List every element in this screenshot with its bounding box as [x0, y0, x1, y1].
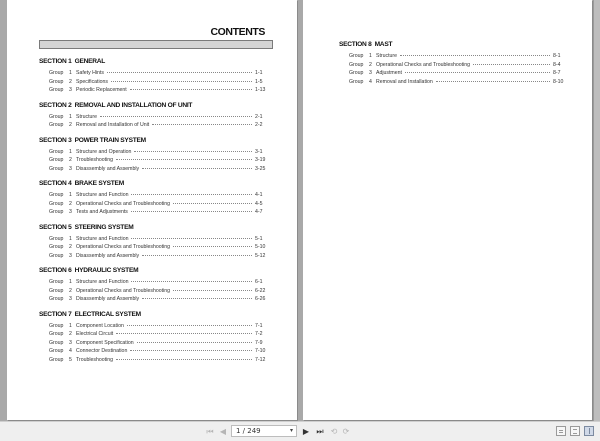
rotate-cw-icon: ⟳ — [342, 427, 350, 436]
dot-leader — [142, 250, 252, 256]
group-title: Disassembly and Assembly — [76, 296, 140, 302]
group-number: 1 — [69, 70, 72, 76]
group-label: Group — [49, 157, 64, 163]
group-title: Operational Checks and Troubleshooting — [376, 61, 471, 68]
toc-entry[interactable] — [39, 355, 271, 364]
group-label: Group — [49, 78, 64, 85]
group-title: Removal and Installation — [376, 78, 433, 85]
section-heading[interactable] — [39, 57, 271, 67]
section-title: GENERAL — [74, 58, 106, 65]
group-title: Specifications — [76, 78, 109, 85]
dot-leader — [473, 59, 550, 65]
toc-entry[interactable] — [39, 85, 271, 94]
page-reference: 6-22 — [255, 287, 266, 294]
group-number: 2 — [69, 331, 72, 337]
group-title: Troubleshooting — [76, 356, 114, 363]
rotate-ccw-button[interactable] — [329, 426, 339, 437]
dot-leader — [152, 119, 252, 125]
group-label: Group — [49, 348, 64, 354]
page-reference: 5-10 — [255, 244, 266, 250]
group-title: Component Location — [76, 322, 124, 329]
group-label: Group — [49, 70, 64, 76]
page-reference: 6-26 — [255, 296, 266, 302]
group-label: Group — [49, 87, 64, 93]
section-title: MAST — [374, 41, 393, 48]
group-label: Group — [49, 287, 64, 294]
page-reference: 4-1 — [255, 192, 263, 198]
toc-section — [39, 179, 271, 216]
section-heading[interactable] — [339, 40, 569, 50]
group-title: Safety Hints — [76, 70, 104, 76]
group-number: 3 — [69, 339, 72, 346]
group-number: 3 — [69, 296, 72, 302]
group-title: Operational Checks and Troubleshooting — [76, 200, 171, 207]
toc-section — [39, 136, 271, 173]
group-label: Group — [349, 70, 364, 76]
dot-leader — [131, 276, 252, 282]
section-label: SECTION 2 — [39, 101, 72, 109]
group-label: Group — [349, 61, 364, 68]
rotate-ccw-icon: ⟲ — [330, 427, 338, 436]
section-label: SECTION 6 — [39, 267, 72, 274]
group-label: Group — [49, 165, 64, 172]
toc-entry[interactable] — [39, 207, 271, 216]
page-reference: 3-1 — [255, 148, 263, 155]
dot-leader — [142, 163, 252, 169]
group-number: 4 — [369, 78, 372, 85]
section-heading[interactable] — [39, 223, 271, 233]
toc-section — [39, 101, 271, 129]
contents-heading: CONTENTS — [210, 26, 265, 38]
page-indicator: 1 / 249 — [236, 427, 261, 435]
group-number: 2 — [69, 287, 72, 294]
dot-leader — [130, 345, 252, 351]
group-number: 1 — [69, 279, 72, 285]
section-label: SECTION 8 — [339, 41, 372, 48]
group-label: Group — [49, 296, 64, 302]
group-label: Group — [49, 209, 64, 215]
page-reference: 7-2 — [255, 331, 263, 337]
group-title: Structure and Function — [76, 192, 129, 198]
dot-leader — [405, 67, 550, 73]
group-title: Disassembly and Assembly — [76, 165, 140, 172]
group-number: 2 — [369, 61, 372, 68]
previous-page-icon: ◀ — [219, 427, 227, 436]
group-label: Group — [49, 148, 64, 155]
rotate-cw-button[interactable] — [341, 426, 351, 437]
page-reference: 7-12 — [255, 356, 266, 363]
toc-entry[interactable] — [39, 251, 271, 260]
continuous-view-button[interactable] — [570, 426, 580, 436]
group-number: 2 — [69, 244, 72, 250]
section-title: ELECTRICAL SYSTEM — [74, 310, 141, 318]
group-number: 3 — [69, 165, 72, 172]
heading-rule-bar — [39, 40, 273, 49]
section-label: SECTION 4 — [39, 180, 72, 187]
group-title: Troubleshooting — [76, 157, 114, 163]
vertical-scrollbar[interactable] — [593, 0, 600, 421]
section-title: BRAKE SYSTEM — [74, 180, 124, 187]
dot-leader — [134, 146, 252, 152]
section-title: POWER TRAIN SYSTEM — [74, 136, 146, 144]
group-label: Group — [49, 235, 64, 242]
group-title: Structure and Operation — [76, 148, 132, 155]
group-number: 1 — [69, 113, 72, 120]
toc-section — [39, 266, 271, 303]
dot-leader — [107, 67, 252, 73]
group-title: Structure — [76, 113, 98, 120]
group-number: 2 — [69, 157, 72, 163]
dot-leader — [173, 241, 252, 247]
group-number: 3 — [69, 209, 72, 215]
group-label: Group — [49, 356, 64, 363]
page-reference: 7-1 — [255, 322, 263, 329]
page-reference: 1-13 — [255, 87, 266, 93]
group-number: 4 — [69, 348, 72, 354]
page-reference: 7-10 — [255, 348, 266, 354]
section-label: SECTION 1 — [39, 58, 72, 65]
page-reference: 8-1 — [553, 53, 561, 59]
page-reference: 1-1 — [255, 70, 263, 76]
group-title: Structure and Function — [76, 279, 129, 285]
toc-entry[interactable] — [39, 294, 271, 303]
section-label: SECTION 3 — [39, 136, 72, 144]
dot-leader — [131, 206, 252, 212]
first-page-icon: ⏮ — [206, 426, 214, 436]
toc-section — [339, 40, 569, 85]
group-label: Group — [49, 331, 64, 337]
page-reference: 5-12 — [255, 252, 266, 259]
group-label: Group — [349, 53, 364, 59]
group-title: Removal and Installation of Unit — [76, 122, 150, 128]
dot-leader — [116, 154, 252, 160]
group-number: 2 — [69, 78, 72, 85]
section-title: REMOVAL AND INSTALLATION OF UNIT — [74, 101, 193, 109]
previous-page-button[interactable] — [218, 426, 228, 437]
group-number: 1 — [69, 192, 72, 198]
toc-entry[interactable] — [39, 164, 271, 173]
toc-section — [39, 223, 271, 260]
dot-leader — [116, 354, 252, 360]
page-reference: 2-2 — [255, 122, 263, 128]
toc-entry[interactable] — [339, 77, 569, 86]
page-reference: 2-1 — [255, 113, 263, 120]
last-page-button[interactable] — [314, 426, 326, 437]
page-reference: 4-7 — [255, 209, 263, 215]
dot-leader — [436, 76, 550, 82]
page-reference: 3-25 — [255, 165, 266, 172]
page-left — [7, 0, 297, 420]
group-label: Group — [49, 279, 64, 285]
group-title: Disassembly and Assembly — [76, 252, 140, 259]
group-number: 3 — [69, 87, 72, 93]
group-title: Tests and Adjustments — [76, 209, 128, 215]
group-title: Adjustment — [376, 70, 402, 76]
single-page-view-button[interactable] — [556, 426, 566, 436]
group-number: 2 — [69, 200, 72, 207]
next-page-icon: ▶ — [302, 427, 310, 436]
group-title: Operational Checks and Troubleshooting — [76, 244, 171, 250]
group-title: Periodic Replacement — [76, 87, 127, 93]
section-label: SECTION 7 — [39, 310, 72, 318]
page-reference: 7-9 — [255, 339, 263, 346]
group-title: Electrical Circuit — [76, 331, 114, 337]
group-label: Group — [49, 200, 64, 207]
continuous-page-icon-line — [573, 433, 577, 434]
toc-section — [39, 57, 271, 94]
page-reference: 8-7 — [553, 70, 561, 76]
group-title: Operational Checks and Troubleshooting — [76, 287, 171, 294]
page-reference: 3-19 — [255, 157, 266, 163]
single-page-icon-line — [559, 432, 563, 433]
group-number: 3 — [369, 70, 372, 76]
dot-leader — [100, 111, 252, 117]
page-reference: 1-5 — [255, 78, 263, 85]
page-reference: 6-1 — [255, 279, 263, 285]
section-title: STEERING SYSTEM — [74, 223, 134, 231]
page-reference: 8-4 — [553, 61, 561, 68]
dot-leader — [131, 189, 252, 195]
section-heading[interactable] — [39, 310, 271, 320]
group-title: Structure and Function — [76, 235, 129, 242]
group-number: 1 — [69, 148, 72, 155]
dot-leader — [116, 328, 252, 334]
page-dropdown-icon[interactable]: ▾ — [289, 427, 293, 434]
dot-leader — [131, 233, 252, 239]
bottom-toolbar — [0, 421, 600, 441]
dot-leader — [173, 285, 252, 291]
next-page-button[interactable] — [301, 426, 311, 437]
section-heading[interactable] — [39, 266, 271, 276]
dot-leader — [130, 84, 252, 90]
group-label: Group — [49, 244, 64, 250]
toc-left — [39, 57, 271, 370]
single-page-icon — [559, 430, 563, 431]
toc-section — [39, 310, 271, 364]
section-heading[interactable] — [39, 179, 271, 189]
group-number: 1 — [69, 235, 72, 242]
group-label: Group — [49, 322, 64, 329]
dot-leader — [111, 76, 252, 82]
section-title: HYDRAULIC SYSTEM — [74, 267, 139, 274]
two-page-icon — [589, 428, 590, 434]
toc-entry[interactable] — [39, 120, 271, 129]
group-number: 5 — [69, 356, 72, 363]
dot-leader — [400, 50, 550, 56]
group-number: 3 — [69, 252, 72, 259]
group-label: Group — [349, 78, 364, 85]
group-label: Group — [49, 252, 64, 259]
toc-right — [339, 40, 569, 92]
last-page-icon: ⏭ — [316, 426, 324, 436]
page-reference: 5-1 — [255, 235, 263, 242]
page-number-input[interactable] — [231, 425, 297, 437]
group-title: Connector Destination — [76, 348, 128, 354]
page-right — [303, 0, 592, 420]
dot-leader — [142, 293, 252, 299]
first-page-button[interactable] — [205, 426, 215, 437]
dot-leader — [127, 320, 252, 326]
group-number: 2 — [69, 122, 72, 128]
group-number: 1 — [69, 322, 72, 329]
group-title: Component Specification — [76, 339, 134, 346]
group-title: Structure — [376, 53, 398, 59]
continuous-page-icon — [573, 429, 577, 430]
section-heading[interactable] — [39, 101, 271, 111]
group-label: Group — [49, 192, 64, 198]
section-heading[interactable] — [39, 136, 271, 146]
group-label: Group — [49, 113, 64, 120]
dot-leader — [173, 198, 252, 204]
two-page-view-button[interactable] — [584, 426, 594, 436]
dot-leader — [137, 337, 252, 343]
section-label: SECTION 5 — [39, 223, 72, 231]
group-label: Group — [49, 339, 64, 346]
page-reference: 4-5 — [255, 200, 263, 207]
page-reference: 8-10 — [553, 78, 564, 85]
group-label: Group — [49, 122, 64, 128]
group-number: 1 — [369, 53, 372, 59]
